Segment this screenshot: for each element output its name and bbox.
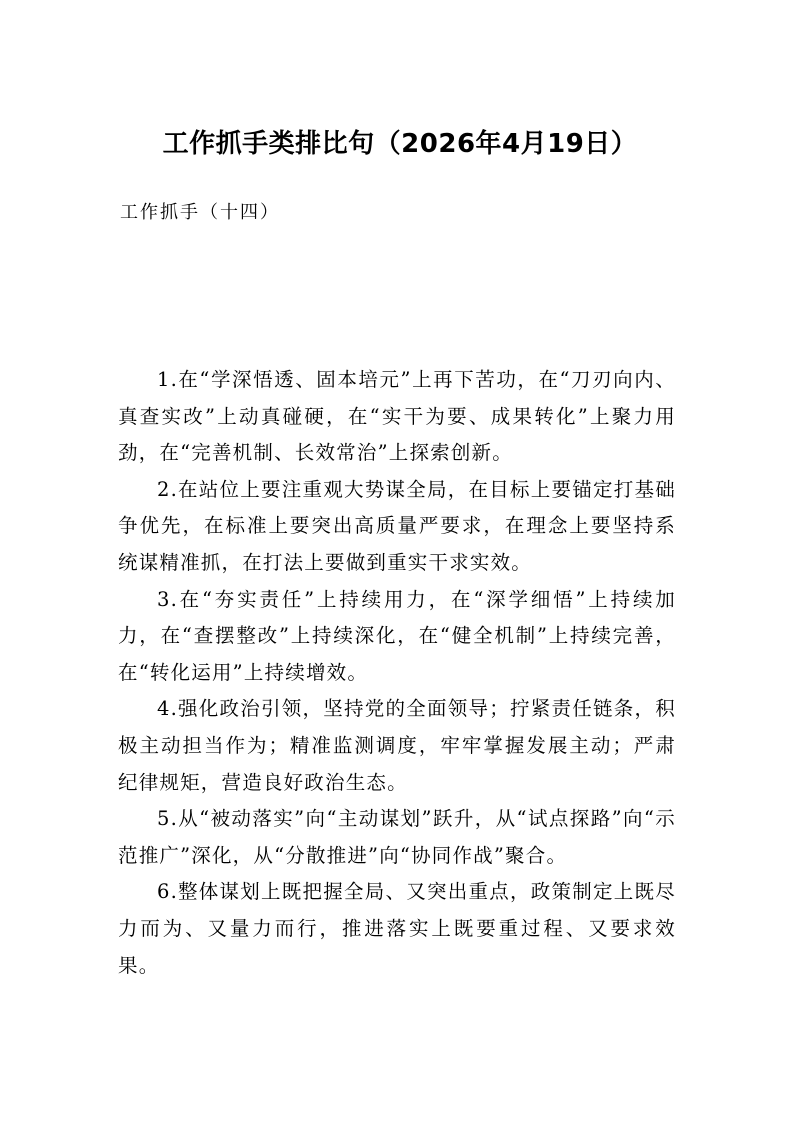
paragraph-2: 2.在站位上要注重观大势谋全局，在目标上要锚定打基础争优先，在标准上要突出高质量严要求，在理念上要坚持系统谋精准抓，在打法上要做到重实干求实效。 xyxy=(118,477,676,574)
paragraph-5: 5.从“被动落实”向“主动谋划”跃升，从“试点探路”向“示范推广”深化，从“分散推进”向“协同作战”聚合。 xyxy=(118,807,676,867)
paragraph-6: 6.整体谋划上既把握全局、又突出重点，政策制定上既尽力而为、又量力而行，推进落实上既要重过程、又要求效果。 xyxy=(118,880,676,977)
document-body xyxy=(118,362,676,984)
section-label: 工作抓手（十四） xyxy=(120,202,280,223)
paragraph-1: 1.在“学深悟透、固本培元”上再下苦功，在“刀刃向内、真查实改”上动真碰硬，在“实干为要、成果转化”上聚力用劲，在“完善机制、长效常治”上探索创新。 xyxy=(118,368,676,465)
paragraph-4: 4.强化政治引领，坚持党的全面领导；拧紧责任链条，积极主动担当作为；精准监测调度，牢牢掌握发展主动；严肃纪律规矩，营造良好政治生态。 xyxy=(118,697,676,794)
page-title: 工作抓手类排比句（2026年4月19日） xyxy=(162,129,638,159)
paragraph-3: 3.在“夯实责任”上持续用力，在“深学细悟”上持续加力，在“查摆整改”上持续深化，在“健全机制”上持续完善，在“转化运用”上持续增效。 xyxy=(118,587,676,684)
